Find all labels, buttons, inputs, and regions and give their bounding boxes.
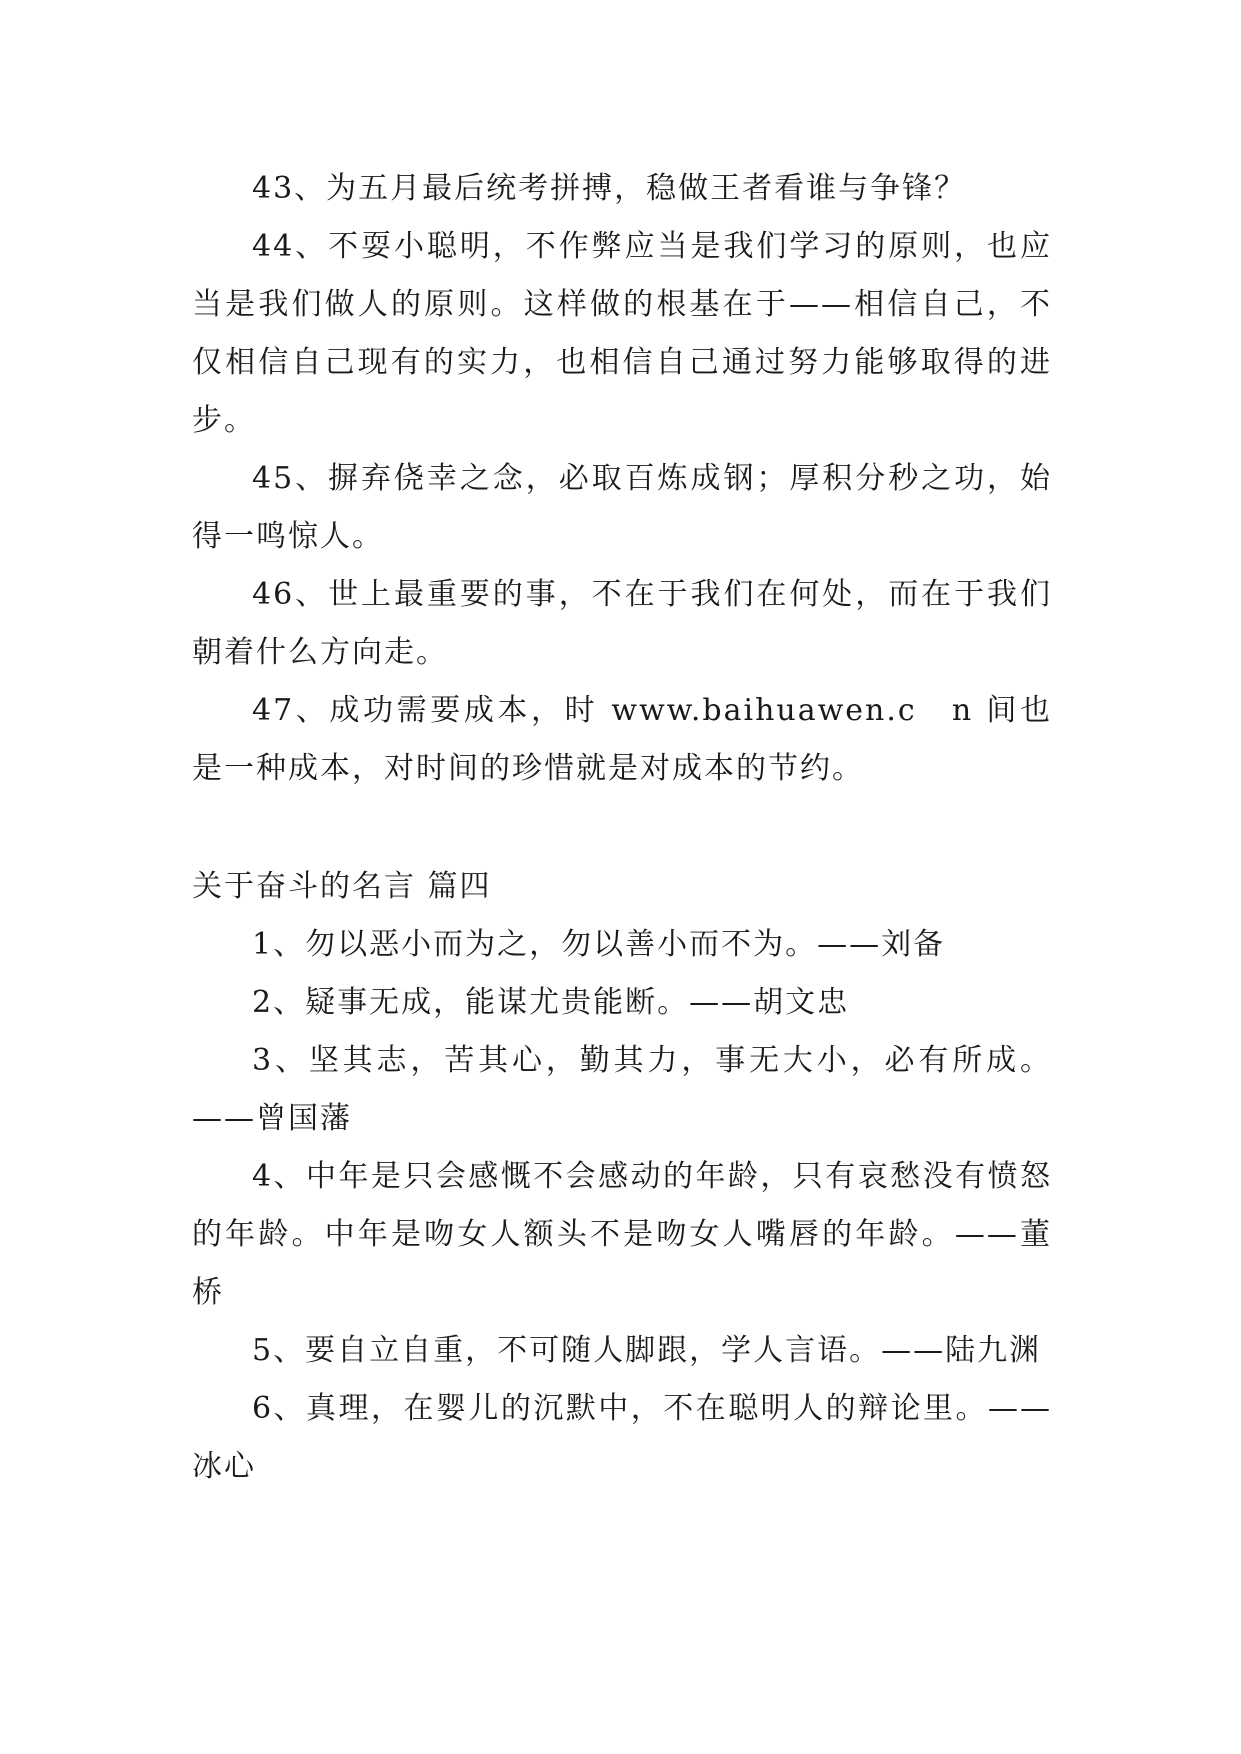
quote-paragraph-2: 2、疑事无成，能谋尤贵能断。——胡文忠 [252,985,850,1020]
section-heading: 关于奋斗的名言 篇四 [192,869,492,904]
quote-paragraph-6: 6、真理，在婴儿的沉默中，不在聪明人的辩论里。——冰心 [192,1391,1052,1484]
quote-paragraph-3: 3、坚其志，苦其心，勤其力，事无大小，必有所成。——曾国藩 [192,1043,1052,1136]
quote-paragraph-5: 5、要自立自重，不可随人脚跟，学人言语。——陆九渊 [252,1333,1042,1368]
quote-paragraph-45: 45、摒弃侥幸之念，必取百炼成钢；厚积分秒之功，始得一鸣惊人。 [192,461,1052,554]
quote-paragraph-44: 44、不耍小聪明，不作弊应当是我们学习的原则，也应当是我们做人的原则。这样做的根基在于——相信自己，不仅相信自己现有的实力，也相信自己通过努力能够取得的进步。 [192,229,1052,438]
quote-paragraph-43: 43、为五月最后统考拼搏，稳做王者看谁与争锋？ [252,171,967,206]
quote-paragraph-4: 4、中年是只会感慨不会感动的年龄，只有哀愁没有愤怒的年龄。中年是吻女人额头不是吻女人嘴唇的年龄。——董桥 [192,1159,1052,1310]
section-spacer [192,798,1052,858]
quote-paragraph-47: 47、成功需要成本，时 www.baihuawen.c n 间也是一种成本，对时间的珍惜就是对成本的节约。 [192,693,1052,786]
quote-paragraph-46: 46、世上最重要的事，不在于我们在何处，而在于我们朝着什么方向走。 [192,577,1052,670]
quote-paragraph-1: 1、勿以恶小而为之，勿以善小而不为。——刘备 [252,927,946,962]
document-body [192,160,1052,1496]
